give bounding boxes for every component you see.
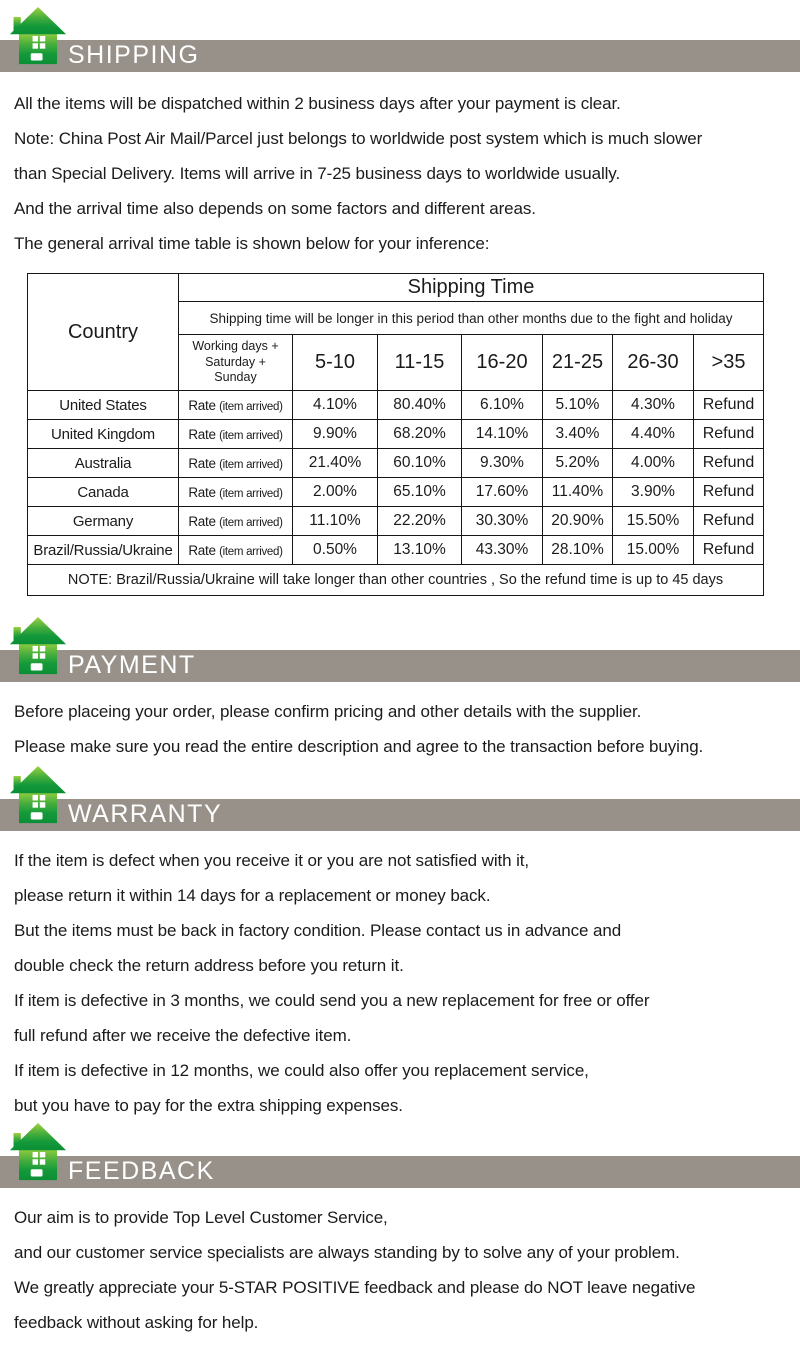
rate-value-cell: 80.40% — [378, 391, 462, 420]
paragraph-line: than Special Delivery. Items will arrive in 7-25 business days to worldwide usually. — [14, 164, 621, 183]
rate-value-cell: 4.30% — [613, 391, 694, 420]
rate-value-cell: 28.10% — [543, 536, 613, 565]
rate-label-cell: Rate (item arrived) — [179, 391, 293, 420]
paragraph-line: full refund after we receive the defective item. — [14, 1026, 352, 1045]
house-icon — [9, 615, 67, 677]
paragraph-line: and our customer service specialists are always standing by to solve any of your problem. — [14, 1243, 680, 1262]
rate-value-cell: 0.50% — [293, 536, 378, 565]
payment-section-title: PAYMENT — [68, 650, 196, 679]
rate-value-cell: 22.20% — [378, 507, 462, 536]
rate-value-cell: 4.00% — [613, 449, 694, 478]
feedback-section — [0, 1116, 800, 1340]
shipping-banner-bar — [0, 40, 800, 72]
payment-banner — [0, 610, 800, 682]
payment-section — [0, 610, 800, 764]
rate-label-cell: Rate (item arrived) — [179, 536, 293, 565]
paragraph-line: Please make sure you read the entire description and agree to the transaction before buying. — [14, 737, 704, 756]
refund-cell: Refund — [694, 536, 764, 565]
rate-value-cell: 5.20% — [543, 449, 613, 478]
table-note-cell: NOTE: Brazil/Russia/Ukraine will take longer than other countries , So the refund time is up to 45 days — [28, 565, 764, 596]
rate-value-cell: 11.40% — [543, 478, 613, 507]
rate-label-cell: Rate (item arrived) — [179, 420, 293, 449]
country-cell: United Kingdom — [28, 420, 179, 449]
rate-label-cell: Rate (item arrived) — [179, 478, 293, 507]
rate-value-cell: 15.00% — [613, 536, 694, 565]
refund-cell: Refund — [694, 478, 764, 507]
working-days-line: Working days + — [192, 339, 279, 354]
rate-value-cell: 3.40% — [543, 420, 613, 449]
rate-value-cell: 65.10% — [378, 478, 462, 507]
warranty-banner-bar — [0, 799, 800, 831]
refund-cell: Refund — [694, 391, 764, 420]
paragraph-line: If item is defective in 3 months, we could send you a new replacement for free or offer — [14, 991, 650, 1010]
paragraph-line: We greatly appreciate your 5-STAR POSITIVE feedback and please do NOT leave negative — [14, 1278, 696, 1297]
rate-value-cell: 13.10% — [378, 536, 462, 565]
paragraph-line: feedback without asking for help. — [14, 1313, 259, 1332]
shipping-banner — [0, 0, 800, 72]
rate-value-cell: 20.90% — [543, 507, 613, 536]
warranty-section-title: WARRANTY — [68, 799, 223, 828]
table-row — [28, 391, 764, 420]
period-header-cell: 26-30 — [613, 335, 694, 391]
warranty-section — [0, 759, 800, 1123]
rate-label-cell: Rate (item arrived) — [179, 449, 293, 478]
period-header-cell: 16-20 — [462, 335, 543, 391]
paragraph-line: If item is defective in 12 months, we could also offer you replacement service, — [14, 1061, 589, 1080]
table-subtitle-cell: Shipping time will be longer in this period than other months due to the fight and holiday — [179, 302, 764, 335]
working-days-line: Sunday — [214, 370, 257, 385]
paragraph-line: Our aim is to provide Top Level Customer Service, — [14, 1208, 388, 1227]
feedback-banner — [0, 1116, 800, 1188]
rate-value-cell: 30.30% — [462, 507, 543, 536]
table-row — [28, 536, 764, 565]
shipping-section — [0, 0, 800, 596]
table-row — [28, 507, 764, 536]
working-days-line: Saturday + — [205, 354, 266, 369]
feedback-text-block — [0, 1200, 800, 1340]
rate-value-cell: 9.90% — [293, 420, 378, 449]
working-days-header-cell — [179, 335, 293, 391]
paragraph-line: And the arrival time also depends on some factors and different areas. — [14, 199, 536, 218]
rate-value-cell: 5.10% — [543, 391, 613, 420]
rate-value-cell: 3.90% — [613, 478, 694, 507]
paragraph-line: but you have to pay for the extra shipping expenses. — [14, 1096, 403, 1115]
rate-value-cell: 6.10% — [462, 391, 543, 420]
rate-value-cell: 4.40% — [613, 420, 694, 449]
feedback-banner-bar — [0, 1156, 800, 1188]
shipping-time-header-cell: Shipping Time — [179, 274, 764, 302]
table-row — [28, 449, 764, 478]
rate-value-cell: 2.00% — [293, 478, 378, 507]
house-icon — [9, 1121, 67, 1183]
warranty-banner — [0, 759, 800, 831]
period-header-cell: 21-25 — [543, 335, 613, 391]
country-header-cell: Country — [28, 274, 179, 391]
feedback-section-title: FEEDBACK — [68, 1156, 215, 1185]
payment-text-block — [0, 694, 800, 764]
refund-cell: Refund — [694, 420, 764, 449]
rate-value-cell: 17.60% — [462, 478, 543, 507]
paragraph-line: Note: China Post Air Mail/Parcel just belongs to worldwide post system which is much slower — [14, 129, 703, 148]
paragraph-line: Before placeing your order, please confirm pricing and other details with the supplier. — [14, 702, 642, 721]
house-icon — [9, 5, 67, 67]
payment-banner-bar — [0, 650, 800, 682]
rate-value-cell: 15.50% — [613, 507, 694, 536]
rate-value-cell: 11.10% — [293, 507, 378, 536]
rate-value-cell: 68.20% — [378, 420, 462, 449]
rate-label-cell: Rate (item arrived) — [179, 507, 293, 536]
paragraph-line: double check the return address before you return it. — [14, 956, 404, 975]
paragraph-line: If the item is defect when you receive it or you are not satisfied with it, — [14, 851, 530, 870]
rate-value-cell: 14.10% — [462, 420, 543, 449]
paragraph-line: But the items must be back in factory condition. Please contact us in advance and — [14, 921, 622, 940]
shipping-section-title: SHIPPING — [68, 40, 200, 69]
refund-cell: Refund — [694, 507, 764, 536]
shipping-time-table — [27, 273, 764, 596]
period-header-cell: 11-15 — [378, 335, 462, 391]
shipping-text-block — [0, 86, 800, 261]
table-row — [28, 478, 764, 507]
rate-value-cell: 21.40% — [293, 449, 378, 478]
country-cell: Brazil/Russia/Ukraine — [28, 536, 179, 565]
country-cell: United States — [28, 391, 179, 420]
paragraph-line: All the items will be dispatched within 2 business days after your payment is clear. — [14, 94, 621, 113]
paragraph-line: The general arrival time table is shown below for your inference: — [14, 234, 490, 253]
table-row — [28, 420, 764, 449]
warranty-text-block — [0, 843, 800, 1123]
country-cell: Germany — [28, 507, 179, 536]
rate-value-cell: 43.30% — [462, 536, 543, 565]
rate-value-cell: 4.10% — [293, 391, 378, 420]
country-cell: Australia — [28, 449, 179, 478]
refund-cell: Refund — [694, 449, 764, 478]
house-icon — [9, 764, 67, 826]
country-cell: Canada — [28, 478, 179, 507]
rate-value-cell: 60.10% — [378, 449, 462, 478]
period-header-cell: 5-10 — [293, 335, 378, 391]
rate-value-cell: 9.30% — [462, 449, 543, 478]
period-header-cell: >35 — [694, 335, 764, 391]
paragraph-line: please return it within 14 days for a replacement or money back. — [14, 886, 491, 905]
